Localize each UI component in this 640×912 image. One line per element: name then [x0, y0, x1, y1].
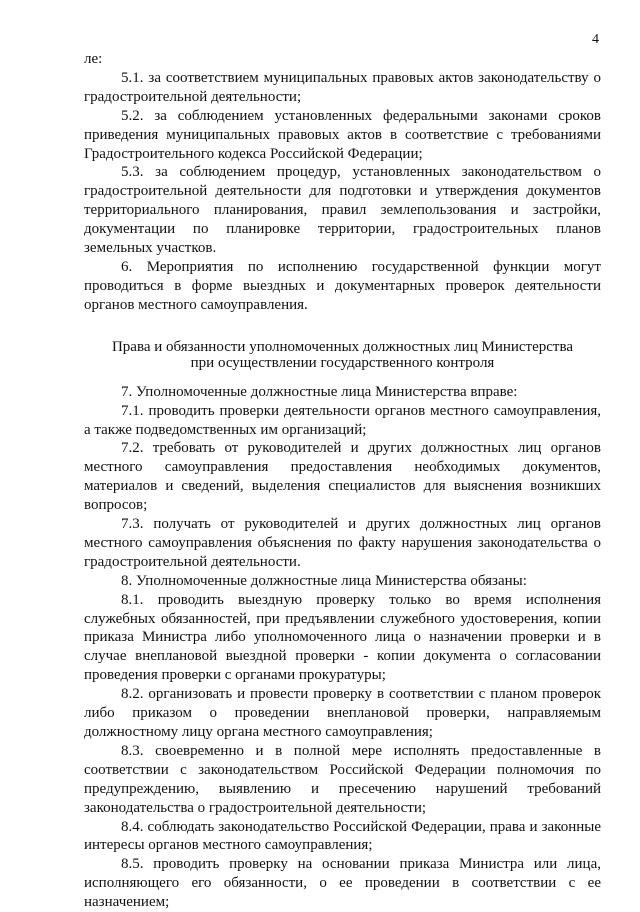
section-heading-line-2: при осуществлении государственного контроля: [190, 354, 495, 371]
paragraph-8-3: 8.3. своевременно и в полной мере исполнять предоставленные в соответствии с законодательством Российской Федерации полномочия по предупреждению, выявлению и пресечению нарушений требований законодательства о градостроительной деятельности;: [84, 742, 601, 816]
paragraph-8-2: 8.2. организовать и провести проверку в соответствии с планом проверок либо приказом о проведении внеплановой проверки, направляемым должностному лицу органа местного самоуправления;: [84, 686, 601, 740]
paragraph-5-2: 5.2. за соблюдением установленных федеральными законами сроков приведения муниципальных правовых актов в соответствие с требованиями Градостроительного кодекса Российской Федерации;: [84, 107, 601, 162]
paragraph-8-1: 8.1. проводить выездную проверку только во время исполнения служебных обязанностей, при предъявлении служебного удостоверения, копии приказа Министра либо уполномоченного лица о назначении проверки и в случае внеплановой выездной проверки - копии документа о согласовании проведения проверки с органами прокуратуры;: [84, 591, 601, 684]
paragraph-5-3: 5.3. за соблюдением процедур, установленных законодательством о градостроительной деятельности для подготовки и утверждения документов территориального планирования, правил землепользования и застройки, документации по планировке территории, градостроительных планов земельных участков.: [84, 164, 601, 257]
paragraph-7-3: 7.3. получать от руководителей и других должностных лиц органов местного самоуправления объяснения по факту нарушения законодательства о градостроительной деятельности.: [84, 516, 601, 570]
page-number: 4: [592, 32, 599, 47]
paragraph-6: 6. Мероприятия по исполнению государственной функции могут проводиться в форме выездных и документарных проверок деятельности органов местного самоуправления.: [84, 258, 601, 313]
paragraph-8-5: 8.5. проводить проверку на основании приказа Министра или лица, исполняющего его обязанности, о ее проведении в соответствии с ее назначением;: [84, 856, 601, 911]
continuation-text: ле:: [84, 51, 103, 67]
paragraph-8: 8. Уполномоченные должностные лица Министерства обязаны:: [121, 572, 527, 589]
paragraph-7: 7. Уполномоченные должностные лица Министерства вправе:: [121, 383, 518, 400]
paragraph-7-2: 7.2. требовать от руководителей и других должностных лиц органов местного самоуправления предоставления необходимых документов, материалов и сведений, выделения специалистов для выяснения возникших вопросов;: [84, 440, 601, 514]
paragraph-8-4: 8.4. соблюдать законодательство Российской Федерации, права и законные интересы органов местного самоуправления;: [84, 818, 601, 854]
paragraph-7-1: 7.1. проводить проверки деятельности органов местного самоуправления, а также подведомственных им организаций;: [84, 402, 601, 438]
document-body: [84, 50, 601, 912]
paragraph-5-1: 5.1. за соответствием муниципальных правовых актов законодательству о градостроительной деятельности;: [84, 69, 601, 105]
section-heading-line-1: Права и обязанности уполномоченных должностных лиц Министерства: [111, 338, 574, 355]
section-heading: [84, 339, 601, 371]
